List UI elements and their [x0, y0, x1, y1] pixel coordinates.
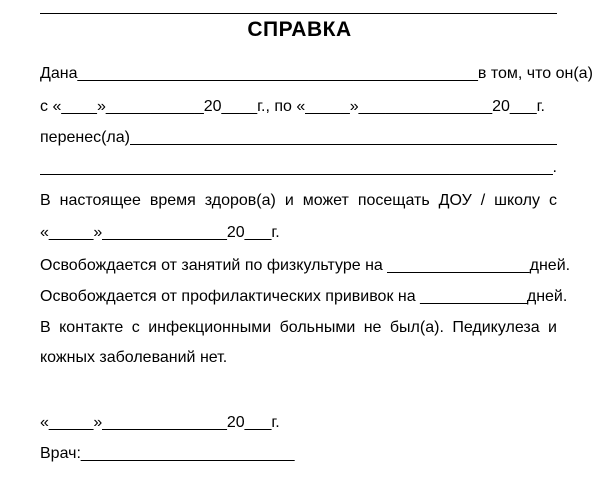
contact-line: В контакте с инфекционными больными не был(а). Педикулеза и — [40, 319, 557, 336]
illness-continuation-fill — [40, 158, 553, 178]
pe-exemption-line: Освобождается от занятий по физкультуре на ________________дней. — [40, 257, 571, 274]
top-rule — [40, 13, 557, 14]
period-line: с «____»___________20____г., по «_____»_______________20___г. — [40, 98, 545, 115]
health-status-date-line: «_____»______________20___г. — [40, 224, 280, 241]
illness-fill — [130, 128, 557, 148]
illness-line — [40, 128, 557, 148]
document-title: СПРАВКА — [247, 18, 352, 41]
issued-to-line: Дана_____________________________________________в том, что он(а) — [40, 65, 593, 82]
illness-continuation-line — [40, 158, 557, 178]
vaccination-exemption-line: Освобождается от профилактических прививок на ____________дней. — [40, 288, 568, 305]
health-status-line: В настоящее время здоров(а) и может посещать ДОУ / школу с — [40, 192, 557, 209]
skin-diseases-line: кожных заболеваний нет. — [40, 349, 228, 366]
illness-label: перенес(ла) — [40, 129, 130, 146]
illness-continuation-end: . — [552, 159, 557, 176]
issue-date-line: «_____»______________20___г. — [40, 414, 280, 431]
doctor-line: Врач:________________________ — [40, 445, 295, 462]
